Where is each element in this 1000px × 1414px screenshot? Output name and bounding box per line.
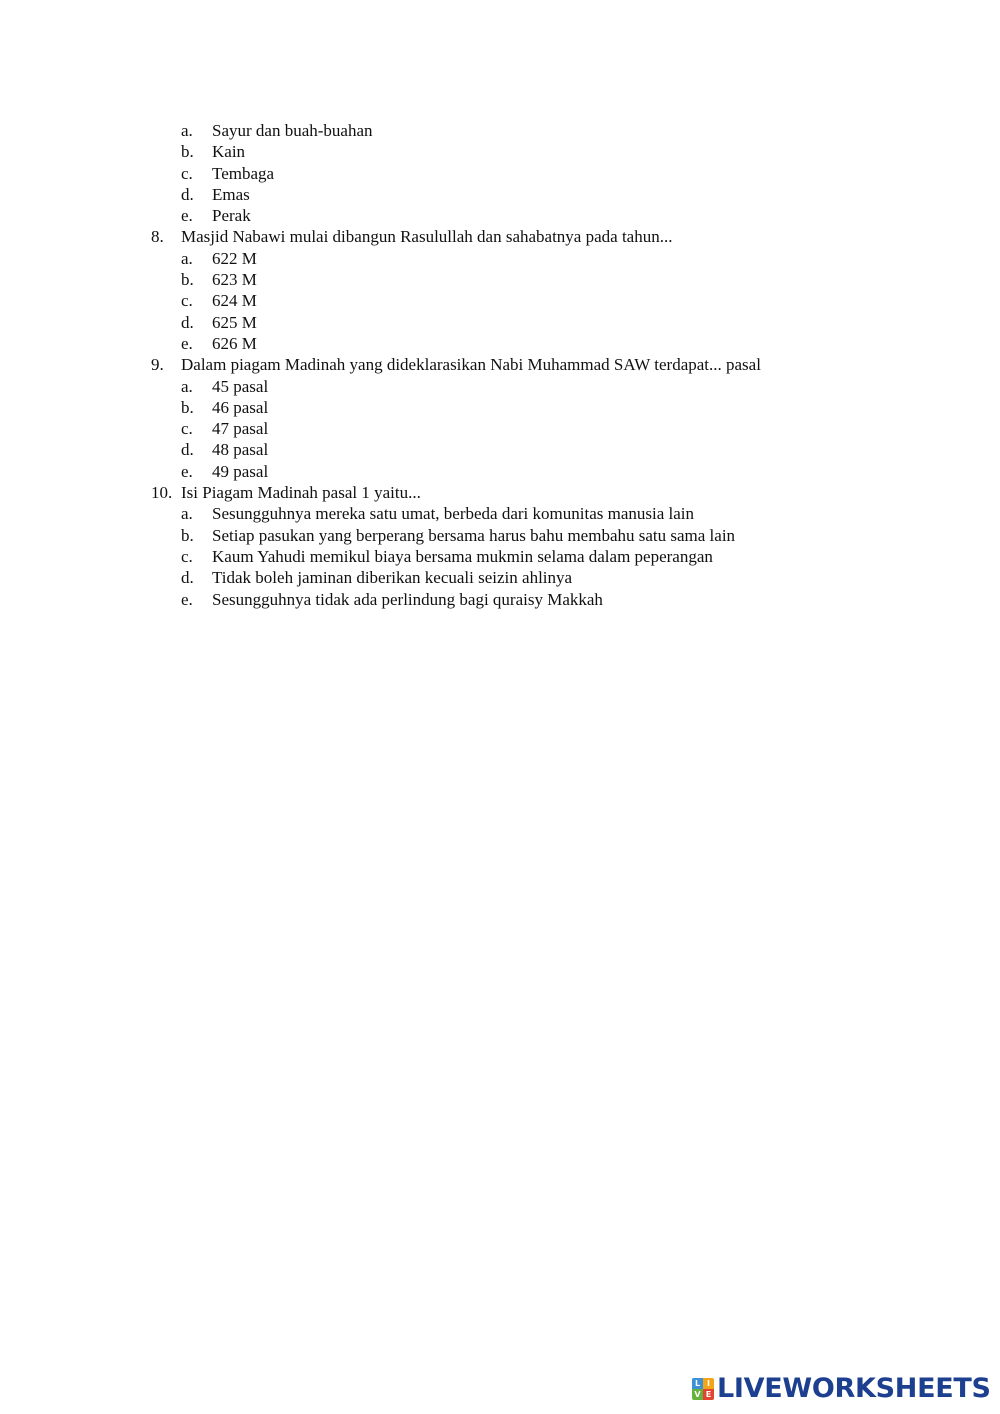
option-text: Sesungguhnya tidak ada perlindung bagi quraisy Makkah <box>212 589 603 609</box>
question-number: 8. <box>151 227 164 247</box>
option-row[interactable] <box>0 184 1000 205</box>
question-9 <box>0 354 1000 482</box>
option-letter: e. <box>181 206 193 226</box>
option-text: 49 pasal <box>212 461 269 481</box>
option-row[interactable] <box>0 205 1000 226</box>
option-row[interactable] <box>0 503 1000 524</box>
question-row <box>0 226 1000 247</box>
question-row <box>0 482 1000 503</box>
option-row[interactable] <box>0 397 1000 418</box>
option-row[interactable] <box>0 589 1000 610</box>
option-text: 48 pasal <box>212 440 269 460</box>
option-letter: b. <box>181 142 194 162</box>
logo-square: E <box>703 1389 714 1400</box>
option-text: Sesungguhnya mereka satu umat, berbeda dari komunitas manusia lain <box>212 504 695 524</box>
q7-options <box>0 120 1000 226</box>
option-text: Kain <box>212 142 246 162</box>
option-row[interactable] <box>0 333 1000 354</box>
option-letter: a. <box>181 376 193 396</box>
option-letter: b. <box>181 397 194 417</box>
option-letter: e. <box>181 589 193 609</box>
question-10 <box>0 482 1000 610</box>
option-letter: d. <box>181 184 194 204</box>
option-row[interactable] <box>0 567 1000 588</box>
question-text: Dalam piagam Madinah yang dideklarasikan Nabi Muhammad SAW terdapat... pasal <box>181 355 761 375</box>
option-text: 46 pasal <box>212 397 269 417</box>
question-text: Isi Piagam Madinah pasal 1 yaitu... <box>181 483 421 503</box>
option-text: 47 pasal <box>212 419 269 439</box>
option-letter: c. <box>181 291 193 311</box>
option-text: 626 M <box>212 333 257 353</box>
brand-name: LIVEWORKSHEETS <box>717 1373 991 1404</box>
option-letter: a. <box>181 121 193 140</box>
option-text: Emas <box>212 184 250 204</box>
option-row[interactable] <box>0 376 1000 397</box>
option-text: 624 M <box>212 291 257 311</box>
logo-square: L <box>692 1378 703 1389</box>
option-text: Perak <box>212 206 251 226</box>
question-row <box>0 354 1000 375</box>
option-text: Kaum Yahudi memikul biaya bersama mukmin selama dalam peperangan <box>212 546 713 566</box>
option-row[interactable] <box>0 439 1000 460</box>
logo-square: I <box>703 1378 714 1389</box>
option-letter: a. <box>181 504 193 524</box>
option-row[interactable] <box>0 418 1000 439</box>
option-text: Tidak boleh jaminan diberikan kecuali seizin ahlinya <box>212 568 573 588</box>
logo-square: V <box>692 1389 703 1400</box>
option-row[interactable] <box>0 546 1000 567</box>
option-row[interactable] <box>0 163 1000 184</box>
option-letter: e. <box>181 461 193 481</box>
option-letter: c. <box>181 163 193 183</box>
question-8 <box>0 226 1000 354</box>
option-row[interactable] <box>0 120 1000 141</box>
option-letter: a. <box>181 248 193 268</box>
liveworksheets-logo <box>692 1372 991 1406</box>
question-number: 9. <box>151 355 164 375</box>
option-text: Tembaga <box>212 163 275 183</box>
option-row[interactable] <box>0 248 1000 269</box>
option-letter: c. <box>181 419 193 439</box>
option-row[interactable] <box>0 312 1000 333</box>
question-number: 10. <box>151 483 173 503</box>
option-row[interactable] <box>0 525 1000 546</box>
option-text: 623 M <box>212 270 257 290</box>
option-letter: c. <box>181 546 193 566</box>
option-letter: b. <box>181 270 194 290</box>
option-text: 625 M <box>212 312 257 332</box>
option-text: Sayur dan buah-buahan <box>212 121 373 140</box>
option-text: 622 M <box>212 248 257 268</box>
option-row[interactable] <box>0 290 1000 311</box>
option-text: 45 pasal <box>212 376 269 396</box>
option-letter: d. <box>181 440 194 460</box>
option-letter: b. <box>181 525 194 545</box>
option-row[interactable] <box>0 461 1000 482</box>
question-text: Masjid Nabawi mulai dibangun Rasulullah dan sahabatnya pada tahun... <box>181 227 673 247</box>
option-letter: e. <box>181 333 193 353</box>
option-row[interactable] <box>0 269 1000 290</box>
option-row[interactable] <box>0 141 1000 162</box>
option-text: Setiap pasukan yang berperang bersama harus bahu membahu satu sama lain <box>212 525 736 545</box>
worksheet-content <box>0 120 1000 610</box>
option-letter: d. <box>181 312 194 332</box>
option-letter: d. <box>181 568 194 588</box>
live-squares-icon <box>692 1378 714 1400</box>
